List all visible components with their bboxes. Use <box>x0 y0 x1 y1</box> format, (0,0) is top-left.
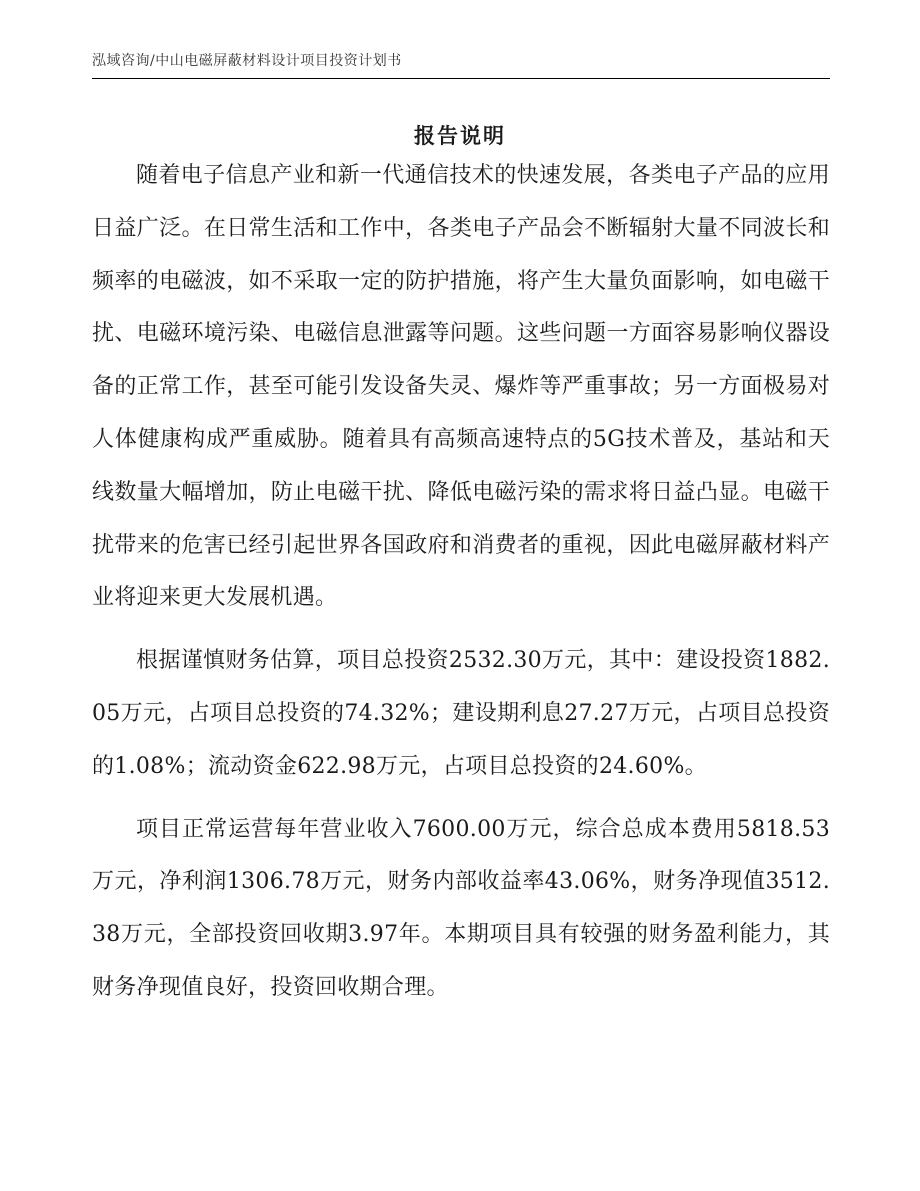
page-header: 泓域咨询/中山电磁屏蔽材料设计项目投资计划书 <box>92 53 402 69</box>
header-divider <box>92 78 830 79</box>
paragraph-financials: 项目正常运营每年营业收入7600.00万元，综合总成本费用5818.53万元，净利润1306.78万元，财务内部收益率43.06%，财务净现值3512.38万元，全部投资回收期3.97年。本期项目具有较强的财务盈利能力，其财务净现值良好，投资回收期合理。 <box>92 816 830 1000</box>
report-body <box>92 150 830 1015</box>
paragraph-background: 随着电子信息产业和新一代通信技术的快速发展，各类电子产品的应用日益广泛。在日常生活和工作中，各类电子产品会不断辐射大量不同波长和频率的电磁波，如不采取一定的防护措施，将产生大量负面影响，如电磁干扰、电磁环境污染、电磁信息泄露等问题。这些问题一方面容易影响仪器设备的正常工作，甚至可能引发设备失灵、爆炸等严重事故；另一方面极易对人体健康构成严重威胁。随着具有高频高速特点的5G技术普及，基站和天线数量大幅增加，防止电磁干扰、降低电磁污染的需求将日益凸显。电磁干扰带来的危害已经引起世界各国政府和消费者的重视，因此电磁屏蔽材料产业将迎来更大发展机遇。 <box>92 163 830 611</box>
report-title: 报告说明 <box>414 123 506 148</box>
paragraph-investment: 根据谨慎财务估算，项目总投资2532.30万元，其中：建设投资1882.05万元，占项目总投资的74.32%；建设期利息27.27万元，占项目总投资的1.08%；流动资金622.98万元，占项目总投资的24.60%。 <box>92 648 830 779</box>
